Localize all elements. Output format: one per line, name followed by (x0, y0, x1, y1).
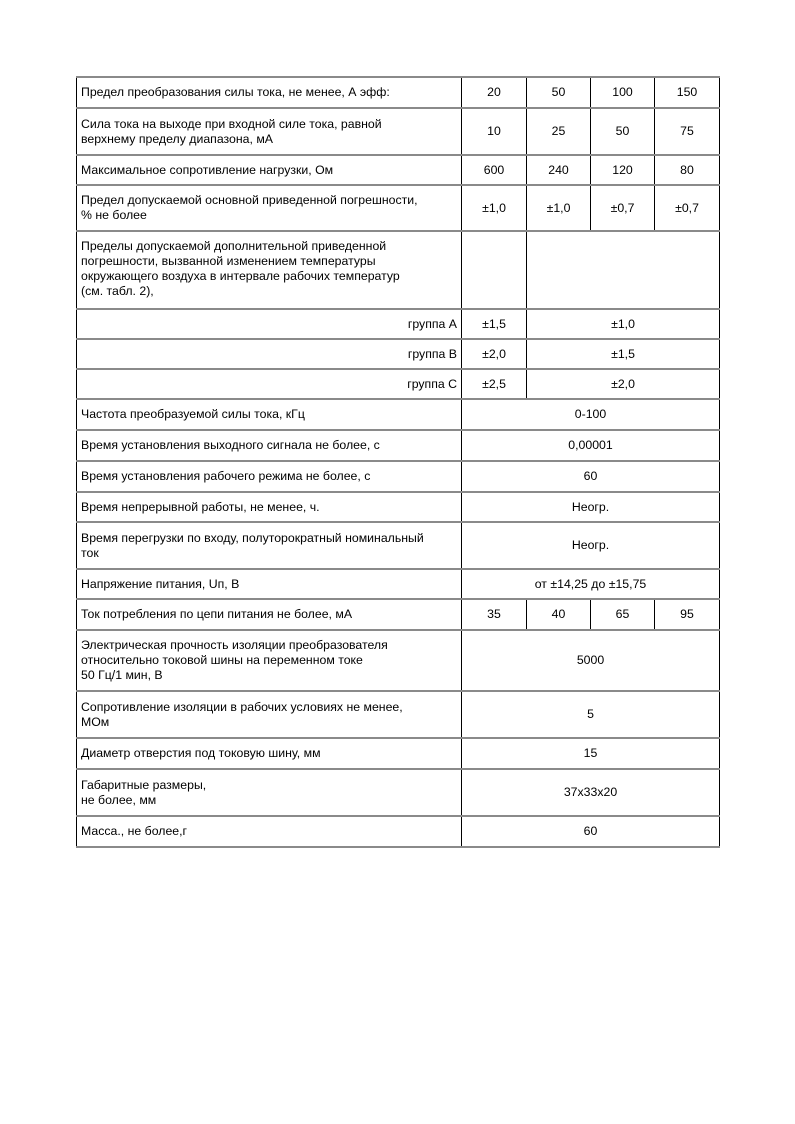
param-label (77, 185, 462, 231)
table-row (77, 738, 720, 769)
param-value: 600 (462, 155, 527, 185)
table-row (77, 816, 720, 847)
param-value: 0,00001 (462, 430, 720, 461)
table-row-group (77, 339, 720, 369)
empty-cell (462, 231, 527, 309)
group-value: ±2,0 (527, 369, 720, 399)
table-row (77, 185, 720, 231)
specifications-table (76, 76, 720, 848)
param-label (77, 522, 462, 569)
table-row (77, 599, 720, 630)
param-value: 120 (591, 155, 655, 185)
group-label: группа А (77, 309, 462, 339)
param-label: Время непрерывной работы, не менее, ч. (77, 492, 462, 522)
table-row (77, 77, 720, 108)
param-label: Время установления выходного сигнала не более, с (77, 430, 462, 461)
group-value: ±2,5 (462, 369, 527, 399)
param-value: Неогр. (462, 492, 720, 522)
param-value: 25 (527, 108, 591, 155)
param-value: 20 (462, 77, 527, 108)
param-value: 240 (527, 155, 591, 185)
param-value: 5 (462, 691, 720, 738)
param-value: ±1,0 (527, 185, 591, 231)
param-label (77, 691, 462, 738)
param-value: 80 (655, 155, 720, 185)
param-value: 35 (462, 599, 527, 630)
param-value: 95 (655, 599, 720, 630)
table-row (77, 492, 720, 522)
param-label: Напряжение питания, Uп, В (77, 569, 462, 599)
table-row (77, 155, 720, 185)
param-value: 15 (462, 738, 720, 769)
table-row (77, 769, 720, 816)
param-label (77, 769, 462, 816)
param-label: Ток потребления по цепи питания не более, мА (77, 599, 462, 630)
param-value: 65 (591, 599, 655, 630)
table-row-group (77, 369, 720, 399)
param-label-text: Сила тока на выходе при входной силе тока, равной верхнему пределу диапазона, мА (81, 116, 382, 146)
param-value: 10 (462, 108, 527, 155)
param-label (77, 630, 462, 691)
table-row (77, 630, 720, 691)
param-value: 50 (527, 77, 591, 108)
table-row (77, 108, 720, 155)
param-value: 60 (462, 816, 720, 847)
param-value: 50 (591, 108, 655, 155)
table-row (77, 461, 720, 492)
table-row (77, 430, 720, 461)
group-value: ±2,0 (462, 339, 527, 369)
param-label: Частота преобразуемой силы тока, кГц (77, 399, 462, 430)
group-label: группа В (77, 339, 462, 369)
param-value: ±1,0 (462, 185, 527, 231)
param-label-text: Пределы допускаемой дополнительной приведенной погрешности, вызванной изменением температуры окружающего воздуха в интервале рабочих температур (см. табл. 2), (81, 239, 400, 298)
param-value: 60 (462, 461, 720, 492)
param-value: ±0,7 (655, 185, 720, 231)
param-label (77, 231, 462, 309)
param-label-text: Габаритные размеры, не более, мм (81, 777, 207, 807)
param-label (77, 108, 462, 155)
group-value: ±1,5 (527, 339, 720, 369)
table-row (77, 522, 720, 569)
param-value: Неогр. (462, 522, 720, 569)
param-label: Диаметр отверстия под токовую шину, мм (77, 738, 462, 769)
table-row (77, 569, 720, 599)
param-value: 37x33x20 (462, 769, 720, 816)
table-row-group (77, 309, 720, 339)
table-row-temp-header (77, 231, 720, 309)
param-label-text: Предел допускаемой основной приведенной погрешности, % не более (81, 193, 418, 222)
param-value: 100 (591, 77, 655, 108)
param-label-text: Сопротивление изоляции в рабочих условиях не менее, МОм (81, 699, 403, 729)
param-label: Время установления рабочего режима не более, с (77, 461, 462, 492)
group-value: ±1,0 (527, 309, 720, 339)
empty-cell (527, 231, 720, 309)
table-row (77, 691, 720, 738)
param-label: Масса., не более,г (77, 816, 462, 847)
group-label: группа С (77, 369, 462, 399)
group-value: ±1,5 (462, 309, 527, 339)
param-value: от ±14,25 до ±15,75 (462, 569, 720, 599)
param-label: Максимальное сопротивление нагрузки, Ом (77, 155, 462, 185)
param-label: Предел преобразования силы тока, не менее, А эфф: (77, 77, 462, 108)
param-label-text: Электрическая прочность изоляции преобразователя относительно токовой шины на переменном токе 50 Гц/1 мин, В (81, 638, 388, 682)
param-value: 0-100 (462, 399, 720, 430)
param-value: 150 (655, 77, 720, 108)
param-value: 40 (527, 599, 591, 630)
param-label-text: Время перегрузки по входу, полуторократный номинальный ток (81, 530, 424, 560)
param-value: 5000 (462, 630, 720, 691)
param-value: 75 (655, 108, 720, 155)
table-row (77, 399, 720, 430)
param-value: ±0,7 (591, 185, 655, 231)
